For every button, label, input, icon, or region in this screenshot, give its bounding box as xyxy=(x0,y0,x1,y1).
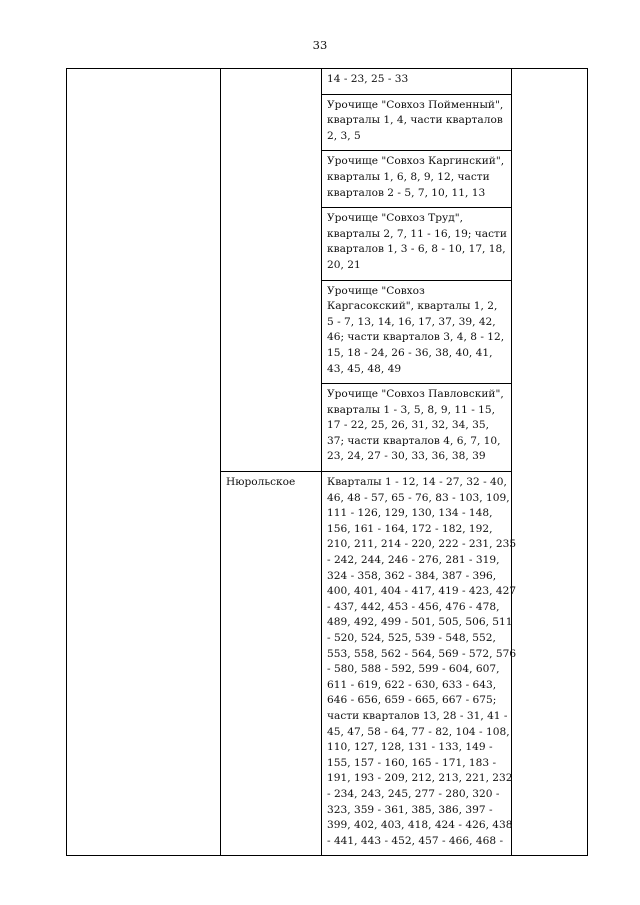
quarters-cell xyxy=(322,69,512,95)
district-cell xyxy=(67,69,221,856)
quarters-line: 210, 211, 214 - 220, 222 - 231, 235 xyxy=(327,538,517,551)
quarters-line: - 441, 443 - 452, 457 - 466, 468 - xyxy=(327,834,504,847)
quarters-line: 110, 127, 128, 131 - 133, 149 - xyxy=(327,741,493,754)
notes-cell xyxy=(512,69,588,856)
quarters-text: Урочище "Совхоз Каргинский", кварталы 1, 6, 8, 9, 12, части кварталов 2 - 5, 7, 10, 11, 13 xyxy=(327,155,505,199)
quarters-line: 553, 558, 562 - 564, 569 - 572, 576 xyxy=(327,647,517,660)
forest-quarters-table xyxy=(66,68,588,856)
quarters-cell xyxy=(322,280,512,384)
quarters-text: 14 - 23, 25 - 33 xyxy=(327,73,409,85)
quarters-line: 489, 492, 499 - 501, 505, 506, 511 xyxy=(327,616,513,629)
quarters-line: 646 - 656, 659 - 665, 667 - 675; xyxy=(327,694,497,707)
quarters-line: 46, 48 - 57, 65 - 76, 83 - 103, 109, xyxy=(327,491,510,504)
quarters-cell xyxy=(322,208,512,280)
forestry-name-cell: Нюрольское xyxy=(221,472,322,856)
quarters-line: 156, 161 - 164, 172 - 182, 192, xyxy=(327,522,493,535)
quarters-line: - 234, 243, 245, 277 - 280, 320 - xyxy=(327,787,500,800)
quarters-cell xyxy=(322,151,512,208)
table-row xyxy=(67,69,588,95)
quarters-line: 611 - 619, 622 - 630, 633 - 643, xyxy=(327,678,497,691)
quarters-line: 111 - 126, 129, 130, 134 - 148, xyxy=(327,507,493,520)
quarters-line: - 580, 588 - 592, 599 - 604, 607, xyxy=(327,663,500,676)
quarters-line: - 520, 524, 525, 539 - 548, 552, xyxy=(327,632,496,644)
quarters-line: 323, 359 - 361, 385, 386, 397 - xyxy=(327,803,493,816)
quarters-line: - 242, 244, 246 - 276, 281 - 319, xyxy=(327,554,500,567)
quarters-line: Кварталы 1 - 12, 14 - 27, 32 - 40, xyxy=(327,476,507,489)
quarters-cell-nyurolskoe xyxy=(322,472,517,856)
page-number: 33 xyxy=(312,38,328,52)
quarters-text: Урочище "Совхоз Павловский", кварталы 1 - 3, 5, 8, 9, 11 - 15, 17 - 22, 25, 26, 31, 32, 34, 35, 37; части кварталов 4, 6, 7, 10, 23, 24, 27 - 30, 33, 36, 38, 39 xyxy=(327,388,504,463)
quarters-line: - 437, 442, 453 - 456, 476 - 478, xyxy=(327,600,500,613)
quarters-lines xyxy=(327,475,517,849)
quarters-cell xyxy=(322,94,512,151)
quarters-text: Урочище "Совхоз Пойменный", кварталы 1, 4, части кварталов 2, 3, 5 xyxy=(327,98,504,142)
quarters-cell xyxy=(322,384,512,472)
quarters-line: 324 - 358, 362 - 384, 387 - 396, xyxy=(327,569,497,582)
quarters-line: части кварталов 13, 28 - 31, 41 - xyxy=(327,709,508,722)
quarters-text: Урочище "Совхоз Каргасокский", кварталы 1, 2, 5 - 7, 13, 14, 16, 17, 37, 39, 42, 46; части кварталов 3, 4, 8 - 12, 15, 18 - 24, 26 - 36, 38, 40, 41, 43, 45, 48, 49 xyxy=(327,284,505,375)
quarters-line: 399, 402, 403, 418, 424 - 426, 438 xyxy=(327,819,513,832)
quarters-text: Урочище "Совхоз Труд", кварталы 2, 7, 11 - 16, 19; части кварталов 1, 3 - 6, 8 - 10, 17, 18, 20, 21 xyxy=(327,212,507,271)
quarters-line: 155, 157 - 160, 165 - 171, 183 - xyxy=(327,756,497,769)
forestry-cell xyxy=(221,69,322,472)
quarters-line: 400, 401, 404 - 417, 419 - 423, 427 xyxy=(327,585,517,598)
quarters-line: 45, 47, 58 - 64, 77 - 82, 104 - 108, xyxy=(327,725,510,738)
quarters-line: 191, 193 - 209, 212, 213, 221, 232 xyxy=(327,772,513,785)
